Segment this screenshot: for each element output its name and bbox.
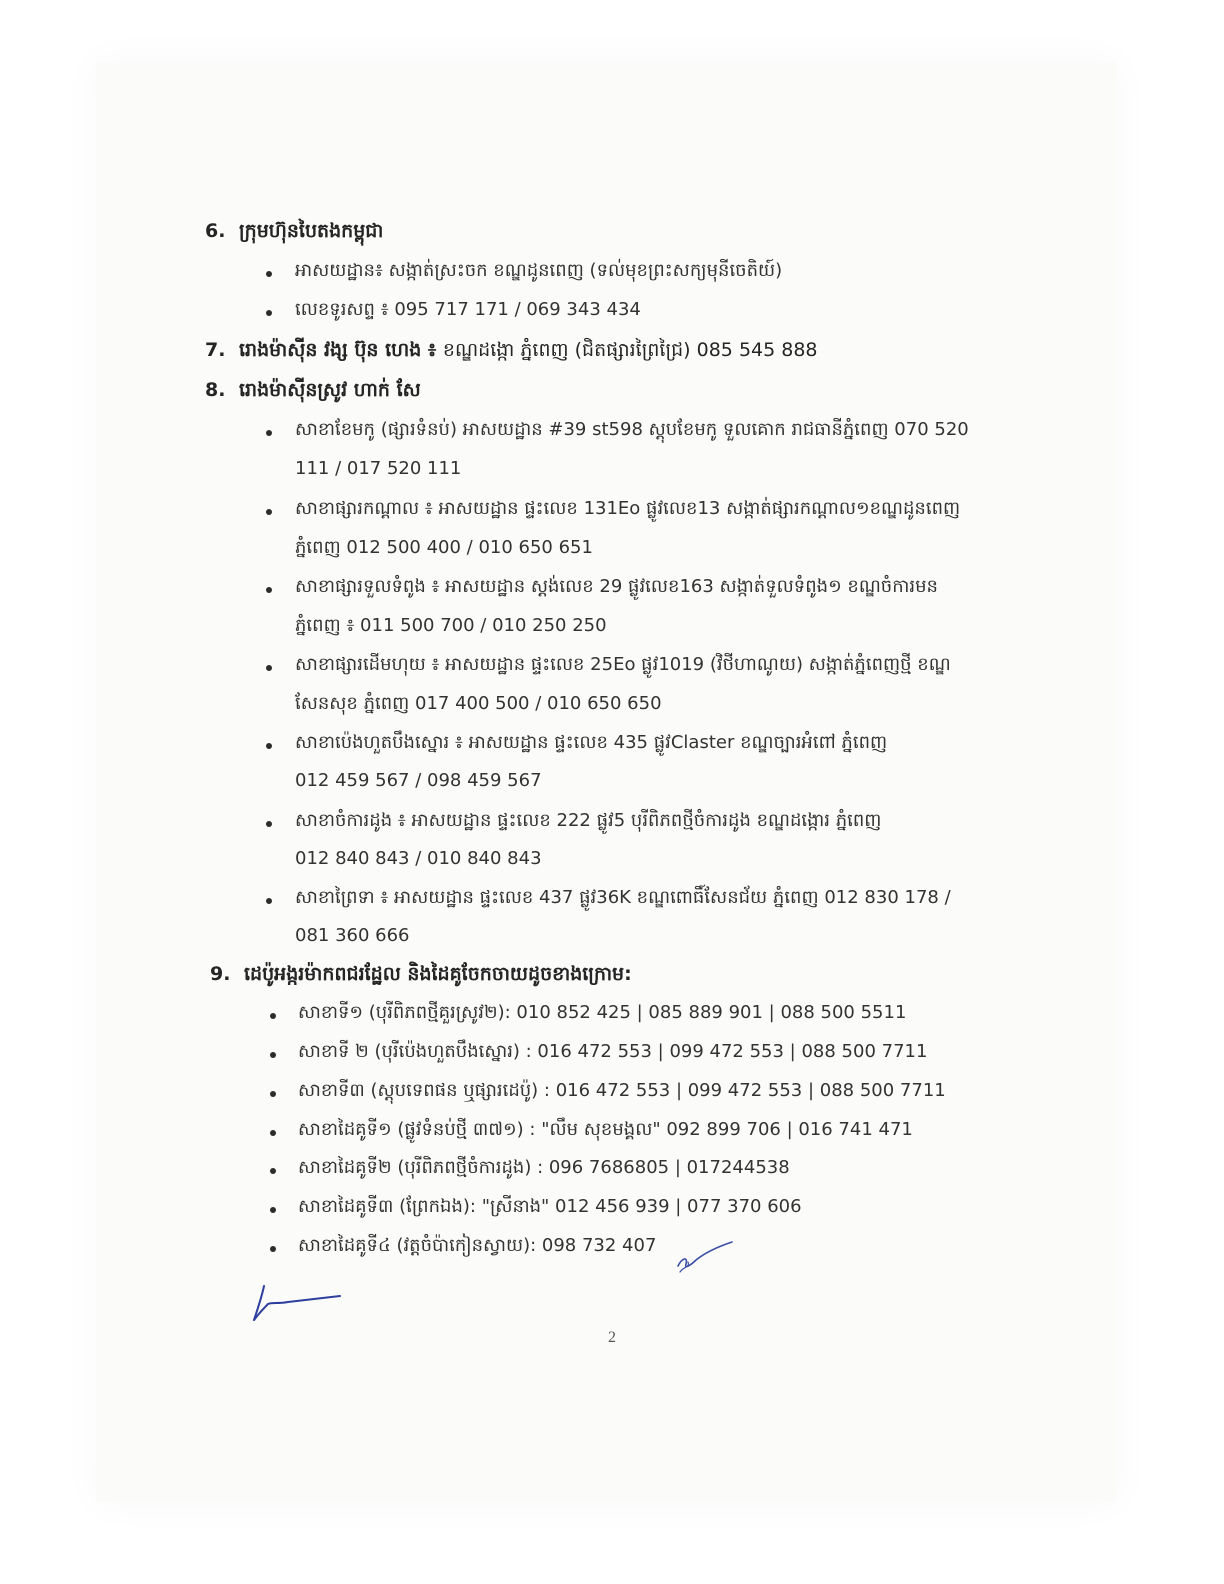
bullet-icon <box>270 1168 276 1174</box>
branch-doem-hoy-line-2: សែនសុខ ភ្នំពេញ 017 400 500 / 010 650 650 <box>295 693 662 714</box>
section-number: 8. <box>205 379 226 401</box>
bullet-icon <box>270 1130 276 1136</box>
depot-branch-2: សាខាទី ២ (បុរីប៉េងហួតបឹងស្នោរ) : 016 472 553 | 099 472 553 | 088 500 7711 <box>298 1041 928 1062</box>
bullet-icon <box>266 430 272 436</box>
branch-prey-tea-line-1: សាខាព្រៃទា ៖ អាសយដ្ឋាន ផ្ទះលេខ 437 ផ្លូវ36K ខណ្ឌពោធិ៍សែនជ័យ ភ្នំពេញ 012 830 178 / <box>295 887 951 908</box>
partner-branch-3: សាខាដៃគូទី៣ (ព្រែកឯង): "ស្រីនាង" 012 456 939 | 077 370 606 <box>298 1196 802 1217</box>
branch-khemko-line-1: សាខាខែមកូ (ផ្សារទំនប់) អាសយដ្ឋាន #39 st598 ស្តុបខែមកូ ទួលគោក រាជធានីភ្នំពេញ 070 520 <box>295 419 969 440</box>
partner-branch-1: សាខាដៃគូទី១ (ផ្លូវទំនប់ថ្មី ៣៧១) : "លឹម សុខមង្គល" 092 899 706 | 016 741 471 <box>298 1119 913 1140</box>
branch-tuol-tumpoung-line-2: ភ្នំពេញ ៖ 011 500 700 / 010 250 250 <box>295 615 607 636</box>
section-title: ក្រុមហ៊ុនបៃតងកម្ពុជា <box>239 220 384 242</box>
bullet-icon <box>266 821 272 827</box>
section-number: 9. <box>210 963 231 985</box>
bullet-icon <box>270 1052 276 1058</box>
branch-tuol-tumpoung-line-1: សាខាផ្សារទួលទំពូង ៖ អាសយដ្ឋាន ស្តង់លេខ 29 ផ្លូវលេខ163 សង្កាត់ទួលទំពូង១ ខណ្ឌចំការមន <box>295 576 938 597</box>
section-title: រោងម៉ាស៊ីន វង្ស ប៊ុន ហេង ៖ <box>239 339 437 361</box>
depot-branch-1: សាខាទី១ (បុរីពិភពថ្មីគួរស្រូវ២): 010 852 425 | 085 889 901 | 088 500 5511 <box>298 1002 907 1023</box>
partner-branch-2: សាខាដៃគូទី២ (បុរីពិភពថ្មីចំការដូង) : 096 7686805 | 017244538 <box>298 1157 790 1178</box>
list-item-address: អាសយដ្ឋាន៖ សង្កាត់ស្រះចក ខណ្ឌដូនពេញ (ទល់មុខព្រះសក្យមុនីចេតិយ៍) <box>295 260 783 281</box>
section-6-heading <box>205 222 383 241</box>
section-detail: ខណ្ឌដង្កោ ភ្នំពេញ (ជិតផ្សារព្រៃជ្រៃ) 085 545 888 <box>442 339 818 361</box>
branch-doem-hoy-line-1: សាខាផ្សារដើមហុយ ៖ អាសយដ្ឋាន ផ្ទះលេខ 25Eo ផ្លូវ1019 (វិថីហាណូយ) សង្កាត់ភ្នំពេញថ្មី ខណ្ឌ <box>295 654 951 675</box>
section-number: 6. <box>205 220 226 242</box>
bullet-icon <box>270 1091 276 1097</box>
section-9-heading <box>210 965 632 984</box>
page-number: 2 <box>608 1329 616 1346</box>
section-title: ដេប៉ូអង្ករម៉ាកពជរដ្ឋែល និងដៃគូចែកចាយដូចខាងក្រោម: <box>244 963 632 985</box>
bullet-icon <box>266 509 272 515</box>
branch-chamkar-doung-line-1: សាខាចំការដូង ៖ អាសយដ្ឋាន ផ្ទះលេខ 222 ផ្លូវ5 បុរីពិភពថ្មីចំការដូង ខណ្ឌដង្កោរ ភ្នំពេញ <box>295 810 882 831</box>
section-title: រោងម៉ាស៊ីនស្រូវ ហាក់ សែ <box>239 379 421 401</box>
signature <box>248 1280 348 1326</box>
initial-signature <box>672 1236 736 1278</box>
branch-central-market-line-2: ភ្នំពេញ 012 500 400 / 010 650 651 <box>295 537 593 558</box>
depot-branch-3: សាខាទី៣ (ស្តុបទេពផន ឬផ្សារដេប៉ូ) : 016 472 553 | 099 472 553 | 088 500 7711 <box>298 1080 946 1101</box>
section-7-heading <box>205 341 818 360</box>
branch-peng-huoth-line-2: 012 459 567 / 098 459 567 <box>295 770 542 791</box>
branch-peng-huoth-line-1: សាខាប៉េងហួតបឹងស្នោរ ៖ អាសយដ្ឋាន ផ្ទះលេខ 435 ផ្លូវClaster ខណ្ឌច្បារអំពៅ ភ្នំពេញ <box>295 732 888 753</box>
bullet-icon <box>266 271 272 277</box>
bullet-icon <box>266 587 272 593</box>
bullet-icon <box>266 665 272 671</box>
branch-chamkar-doung-line-2: 012 840 843 / 010 840 843 <box>295 848 542 869</box>
branch-prey-tea-line-2: 081 360 666 <box>295 925 410 946</box>
bullet-icon <box>266 310 272 316</box>
bullet-icon <box>266 898 272 904</box>
section-number: 7. <box>205 339 226 361</box>
branch-central-market-line-1: សាខាផ្សារកណ្តាល ៖ អាសយដ្ឋាន ផ្ទះលេខ 131Eo ផ្លូវលេខ13 សង្កាត់ផ្សារកណ្តាល១ខណ្ឌដូនពេញ <box>295 498 961 519</box>
branch-khemko-line-2: 111 / 017 520 111 <box>295 458 462 479</box>
list-item-phone: លេខទូរសព្ទ ៖ 095 717 171 / 069 343 434 <box>295 299 641 320</box>
bullet-icon <box>270 1207 276 1213</box>
bullet-icon <box>266 743 272 749</box>
bullet-icon <box>270 1013 276 1019</box>
bullet-icon <box>270 1246 276 1252</box>
partner-branch-4: សាខាដៃគូទី៤ (វត្តចំប៉ាកៀនស្វាយ): 098 732 407 <box>298 1235 657 1256</box>
section-8-heading <box>205 381 421 400</box>
